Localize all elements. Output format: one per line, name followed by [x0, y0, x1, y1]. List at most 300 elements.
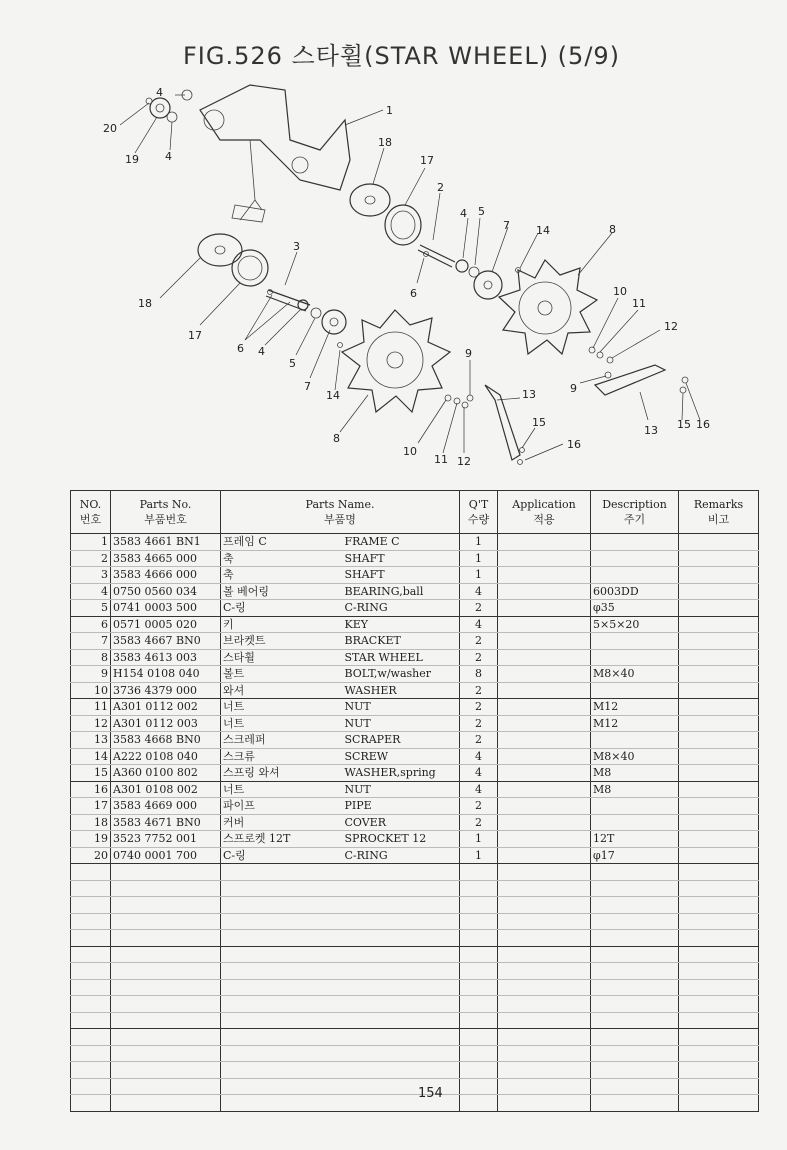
page-number: 154	[418, 1086, 443, 1101]
empty-table-row	[71, 946, 759, 963]
empty-cell	[460, 1012, 498, 1029]
quantity-cell: 4	[460, 748, 498, 765]
description-cell: 6003DD	[591, 583, 679, 600]
part-name-ko-cell: 너트	[221, 699, 343, 716]
application-cell	[498, 616, 591, 633]
empty-cell	[71, 913, 111, 930]
callout: 14	[536, 224, 550, 237]
empty-table-row	[71, 963, 759, 980]
part-name-ko-cell: 브라켓트	[221, 633, 343, 650]
description-cell	[591, 798, 679, 815]
application-cell	[498, 847, 591, 864]
application-cell	[498, 534, 591, 551]
callout: 12	[457, 455, 471, 468]
part-code-cell: 0741 0003 500	[111, 600, 221, 617]
remarks-cell	[679, 847, 759, 864]
callout: 13	[522, 388, 536, 401]
empty-cell	[343, 1062, 460, 1079]
empty-cell	[71, 1095, 111, 1112]
description-cell: M8	[591, 765, 679, 782]
header-qty-label: Q'T 수량	[467, 498, 490, 526]
description-cell	[591, 814, 679, 831]
empty-cell	[591, 864, 679, 881]
description-cell	[591, 633, 679, 650]
callout: 14	[326, 389, 340, 402]
part-number-cell: 8	[71, 649, 111, 666]
empty-cell	[460, 897, 498, 914]
empty-cell	[343, 1045, 460, 1062]
part-name-en-cell: STAR WHEEL	[343, 649, 460, 666]
empty-cell	[460, 864, 498, 881]
callout: 1	[386, 104, 393, 117]
empty-cell	[343, 946, 460, 963]
part-code-cell: 0750 0560 034	[111, 583, 221, 600]
quantity-cell: 2	[460, 633, 498, 650]
empty-cell	[111, 979, 221, 996]
part-name-en-cell: PIPE	[343, 798, 460, 815]
part-name-ko-cell: 스크류	[221, 748, 343, 765]
empty-cell	[591, 963, 679, 980]
empty-cell	[71, 1045, 111, 1062]
callout-labels	[103, 86, 710, 468]
part-number-cell: 6	[71, 616, 111, 633]
description-cell	[591, 732, 679, 749]
parts-table	[70, 490, 759, 1112]
part-name-en-cell: BRACKET	[343, 633, 460, 650]
part-name-en-cell: WASHER,spring	[343, 765, 460, 782]
empty-cell	[591, 1045, 679, 1062]
remarks-cell	[679, 715, 759, 732]
application-cell	[498, 748, 591, 765]
part-number-cell: 9	[71, 666, 111, 683]
callout: 7	[304, 380, 311, 393]
part-number-cell: 3	[71, 567, 111, 584]
empty-cell	[343, 979, 460, 996]
part-number-cell: 14	[71, 748, 111, 765]
part-number-cell: 13	[71, 732, 111, 749]
empty-cell	[111, 1095, 221, 1112]
empty-cell	[591, 880, 679, 897]
part-code-cell: H154 0108 040	[111, 666, 221, 683]
application-cell	[498, 666, 591, 683]
part-number-cell: 2	[71, 550, 111, 567]
header-remarks	[679, 491, 759, 534]
part-number-cell: 15	[71, 765, 111, 782]
header-remarks-label: Remarks 비고	[693, 498, 744, 526]
empty-cell	[498, 946, 591, 963]
quantity-cell: 2	[460, 600, 498, 617]
part-code-cell: 3583 4665 000	[111, 550, 221, 567]
callout: 18	[138, 297, 152, 310]
empty-cell	[343, 1029, 460, 1046]
callout: 4	[156, 86, 163, 99]
remarks-cell	[679, 682, 759, 699]
empty-cell	[498, 963, 591, 980]
empty-cell	[111, 1078, 221, 1095]
empty-table-row	[71, 913, 759, 930]
empty-table-row	[71, 1095, 759, 1112]
empty-cell	[221, 1095, 343, 1112]
quantity-cell: 1	[460, 567, 498, 584]
callout: 17	[188, 329, 202, 342]
part-name-en-cell: SHAFT	[343, 567, 460, 584]
empty-cell	[679, 1045, 759, 1062]
empty-table-row	[71, 1062, 759, 1079]
quantity-cell: 2	[460, 715, 498, 732]
remarks-cell	[679, 649, 759, 666]
callout: 10	[613, 285, 627, 298]
description-cell	[591, 649, 679, 666]
part-name-en-cell: BEARING,ball	[343, 583, 460, 600]
callout: 3	[293, 240, 300, 253]
remarks-cell	[679, 550, 759, 567]
table-row	[71, 567, 759, 584]
empty-cell	[221, 979, 343, 996]
callout: 16	[696, 418, 710, 431]
hardware-part	[268, 252, 689, 465]
empty-cell	[221, 946, 343, 963]
empty-cell	[460, 1078, 498, 1095]
part-name-en-cell: BOLT,w/washer	[343, 666, 460, 683]
empty-cell	[679, 1062, 759, 1079]
empty-cell	[679, 897, 759, 914]
empty-cell	[111, 1029, 221, 1046]
part-name-en-cell: KEY	[343, 616, 460, 633]
application-cell	[498, 600, 591, 617]
empty-cell	[591, 1095, 679, 1112]
part-code-cell: 3583 4661 BN1	[111, 534, 221, 551]
empty-cell	[460, 1029, 498, 1046]
quantity-cell: 1	[460, 831, 498, 848]
application-cell	[498, 798, 591, 815]
table-row	[71, 748, 759, 765]
callout: 20	[103, 122, 117, 135]
callout: 13	[644, 424, 658, 437]
empty-cell	[460, 1095, 498, 1112]
empty-cell	[591, 897, 679, 914]
remarks-cell	[679, 534, 759, 551]
empty-cell	[71, 979, 111, 996]
empty-cell	[221, 913, 343, 930]
empty-cell	[71, 930, 111, 947]
part-name-ko-cell: 키	[221, 616, 343, 633]
table-row	[71, 831, 759, 848]
quantity-cell: 2	[460, 732, 498, 749]
description-cell	[591, 567, 679, 584]
header-parts-name	[221, 491, 460, 534]
header-no	[71, 491, 111, 534]
empty-cell	[679, 1078, 759, 1095]
header-qty	[460, 491, 498, 534]
empty-cell	[591, 913, 679, 930]
remarks-cell	[679, 732, 759, 749]
application-cell	[498, 682, 591, 699]
table-row	[71, 550, 759, 567]
leader-lines	[120, 95, 700, 460]
header-description	[591, 491, 679, 534]
part-name-en-cell: NUT	[343, 699, 460, 716]
table-row	[71, 633, 759, 650]
description-cell: 12T	[591, 831, 679, 848]
remarks-cell	[679, 583, 759, 600]
part-name-ko-cell: 파이프	[221, 798, 343, 815]
description-cell: M12	[591, 715, 679, 732]
description-cell: M8×40	[591, 748, 679, 765]
part-code-cell: A222 0108 040	[111, 748, 221, 765]
empty-cell	[591, 979, 679, 996]
callout: 9	[570, 382, 577, 395]
empty-cell	[498, 897, 591, 914]
remarks-cell	[679, 567, 759, 584]
empty-table-row	[71, 1078, 759, 1095]
remarks-cell	[679, 781, 759, 798]
empty-cell	[679, 996, 759, 1013]
quantity-cell: 1	[460, 550, 498, 567]
empty-cell	[591, 946, 679, 963]
application-cell	[498, 633, 591, 650]
empty-cell	[591, 1029, 679, 1046]
remarks-cell	[679, 814, 759, 831]
callout: 9	[465, 347, 472, 360]
empty-cell	[679, 930, 759, 947]
table-row	[71, 699, 759, 716]
part-code-cell: 3583 4668 BN0	[111, 732, 221, 749]
header-parts-name-label: Parts Name. 부품명	[305, 498, 375, 526]
table-row	[71, 798, 759, 815]
empty-cell	[679, 1029, 759, 1046]
callout: 15	[532, 416, 546, 429]
empty-cell	[343, 963, 460, 980]
remarks-cell	[679, 616, 759, 633]
empty-cell	[679, 1012, 759, 1029]
part-name-ko-cell: 스크레퍼	[221, 732, 343, 749]
empty-cell	[111, 1045, 221, 1062]
empty-cell	[71, 1012, 111, 1029]
part-name-ko-cell: 프레임 C	[221, 534, 343, 551]
part-number-cell: 18	[71, 814, 111, 831]
empty-cell	[221, 897, 343, 914]
callout: 15	[677, 418, 691, 431]
empty-cell	[591, 1078, 679, 1095]
empty-table-row	[71, 979, 759, 996]
application-cell	[498, 715, 591, 732]
empty-cell	[679, 946, 759, 963]
part-name-en-cell: C-RING	[343, 847, 460, 864]
header-description-label: Description 주기	[602, 498, 667, 526]
empty-cell	[71, 963, 111, 980]
empty-cell	[460, 913, 498, 930]
part-number-cell: 19	[71, 831, 111, 848]
empty-cell	[111, 913, 221, 930]
callout: 4	[165, 150, 172, 163]
application-cell	[498, 550, 591, 567]
empty-cell	[343, 1012, 460, 1029]
description-cell: φ35	[591, 600, 679, 617]
description-cell	[591, 534, 679, 551]
part-number-cell: 1	[71, 534, 111, 551]
callout: 19	[125, 153, 139, 166]
part-code-cell: A301 0112 003	[111, 715, 221, 732]
remarks-cell	[679, 666, 759, 683]
part-number-cell: 4	[71, 583, 111, 600]
empty-table-row	[71, 897, 759, 914]
callout: 8	[609, 223, 616, 236]
empty-cell	[71, 1062, 111, 1079]
callout: 7	[503, 219, 510, 232]
part-name-en-cell: SCREW	[343, 748, 460, 765]
empty-cell	[221, 1078, 343, 1095]
remarks-cell	[679, 748, 759, 765]
callout: 2	[437, 181, 444, 194]
empty-table-row	[71, 1029, 759, 1046]
empty-cell	[221, 1045, 343, 1062]
callout: 8	[333, 432, 340, 445]
empty-cell	[460, 963, 498, 980]
quantity-cell: 2	[460, 814, 498, 831]
quantity-cell: 4	[460, 781, 498, 798]
part-number-cell: 17	[71, 798, 111, 815]
empty-cell	[111, 880, 221, 897]
callout: 18	[378, 136, 392, 149]
header-application-label: Application 적용	[512, 498, 576, 526]
empty-cell	[343, 996, 460, 1013]
empty-cell	[460, 996, 498, 1013]
table-row	[71, 616, 759, 633]
table-row	[71, 666, 759, 683]
part-name-en-cell: COVER	[343, 814, 460, 831]
empty-cell	[498, 1062, 591, 1079]
part-code-cell: 3583 4669 000	[111, 798, 221, 815]
callout: 5	[478, 205, 485, 218]
part-number-cell: 20	[71, 847, 111, 864]
empty-table-row	[71, 996, 759, 1013]
part-name-ko-cell: 축	[221, 567, 343, 584]
shaft-part	[266, 245, 455, 311]
callout: 4	[258, 345, 265, 358]
callout: 11	[632, 297, 646, 310]
empty-cell	[111, 946, 221, 963]
empty-cell	[460, 1062, 498, 1079]
part-code-cell: 3736 4379 000	[111, 682, 221, 699]
empty-cell	[679, 880, 759, 897]
empty-table-row	[71, 864, 759, 881]
empty-cell	[498, 864, 591, 881]
header-application	[498, 491, 591, 534]
header-parts-no-label: Parts No. 부품번호	[139, 498, 192, 526]
callout: 17	[420, 154, 434, 167]
callout: 5	[289, 357, 296, 370]
empty-cell	[221, 930, 343, 947]
empty-table-row	[71, 1012, 759, 1029]
empty-table-row	[71, 930, 759, 947]
table-header-row	[71, 491, 759, 534]
part-name-ko-cell: 너트	[221, 781, 343, 798]
part-code-cell: 3583 4613 003	[111, 649, 221, 666]
part-name-en-cell: SCRAPER	[343, 732, 460, 749]
part-number-cell: 5	[71, 600, 111, 617]
quantity-cell: 4	[460, 765, 498, 782]
empty-cell	[111, 996, 221, 1013]
empty-cell	[498, 1029, 591, 1046]
empty-cell	[71, 897, 111, 914]
part-name-en-cell: C-RING	[343, 600, 460, 617]
part-code-cell: 3583 4667 BN0	[111, 633, 221, 650]
quantity-cell: 8	[460, 666, 498, 683]
empty-cell	[71, 880, 111, 897]
part-number-cell: 7	[71, 633, 111, 650]
frame-c-part	[200, 85, 350, 222]
part-name-ko-cell: 볼 베어링	[221, 583, 343, 600]
callout: 4	[460, 207, 467, 220]
empty-cell	[498, 996, 591, 1013]
remarks-cell	[679, 633, 759, 650]
callout: 12	[664, 320, 678, 333]
empty-cell	[498, 1045, 591, 1062]
part-number-cell: 11	[71, 699, 111, 716]
table-row	[71, 649, 759, 666]
empty-cell	[343, 880, 460, 897]
empty-cell	[111, 963, 221, 980]
part-name-en-cell: WASHER	[343, 682, 460, 699]
part-code-cell: A360 0100 802	[111, 765, 221, 782]
figure-title: FIG.526 스타휠(STAR WHEEL) (5/9)	[183, 42, 621, 70]
part-code-cell: 3583 4666 000	[111, 567, 221, 584]
application-cell	[498, 765, 591, 782]
table-row	[71, 583, 759, 600]
description-cell: M12	[591, 699, 679, 716]
empty-cell	[221, 1029, 343, 1046]
cover-part	[198, 184, 390, 266]
empty-cell	[111, 897, 221, 914]
part-number-cell: 10	[71, 682, 111, 699]
empty-cell	[679, 963, 759, 980]
empty-cell	[71, 1078, 111, 1095]
part-name-ko-cell: 와셔	[221, 682, 343, 699]
empty-cell	[343, 897, 460, 914]
empty-cell	[498, 880, 591, 897]
quantity-cell: 1	[460, 847, 498, 864]
part-name-ko-cell: 볼트	[221, 666, 343, 683]
part-name-ko-cell: 너트	[221, 715, 343, 732]
table-row	[71, 715, 759, 732]
part-name-ko-cell: 커버	[221, 814, 343, 831]
part-code-cell: A301 0108 002	[111, 781, 221, 798]
table-row	[71, 682, 759, 699]
empty-cell	[679, 864, 759, 881]
application-cell	[498, 831, 591, 848]
remarks-cell	[679, 600, 759, 617]
quantity-cell: 4	[460, 616, 498, 633]
empty-cell	[71, 946, 111, 963]
empty-cell	[591, 1062, 679, 1079]
header-parts-no	[111, 491, 221, 534]
part-name-en-cell: SHAFT	[343, 550, 460, 567]
application-cell	[498, 583, 591, 600]
empty-cell	[591, 930, 679, 947]
table-row	[71, 600, 759, 617]
callout: 16	[567, 438, 581, 451]
table-row	[71, 814, 759, 831]
empty-cell	[460, 880, 498, 897]
empty-cell	[498, 1095, 591, 1112]
empty-cell	[111, 864, 221, 881]
application-cell	[498, 567, 591, 584]
table-row	[71, 847, 759, 864]
empty-cell	[221, 880, 343, 897]
empty-cell	[460, 930, 498, 947]
callout: 6	[237, 342, 244, 355]
description-cell	[591, 550, 679, 567]
